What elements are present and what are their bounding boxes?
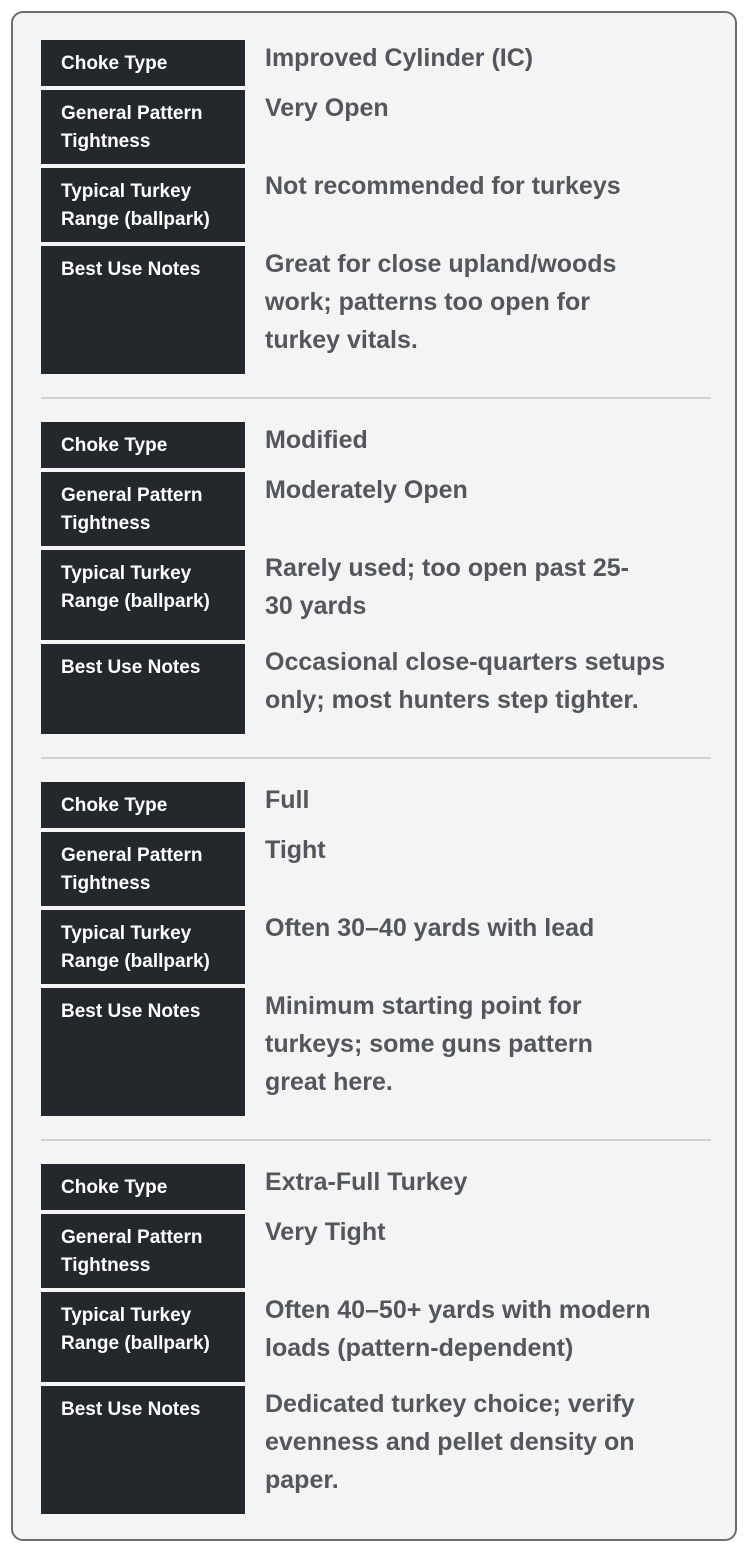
choke-type-label: Choke Type (41, 1164, 245, 1210)
pattern-tightness-value: Tight (265, 836, 326, 864)
best-use-notes-label: Best Use Notes (41, 246, 245, 374)
turkey-range-value: Often 30–40 yards with lead (265, 914, 595, 942)
turkey-range-value: Not recommended for turkeys (265, 172, 621, 200)
turkey-range-label: Typical Turkey Range (ballpark) (41, 910, 245, 984)
card-divider (41, 1139, 711, 1141)
choke-type-label: Choke Type (41, 40, 245, 86)
choke-type-value: Modified (265, 426, 368, 454)
pattern-tightness-label: General Pattern Tightness (41, 472, 245, 546)
pattern-tightness-label: General Pattern Tightness (41, 90, 245, 164)
choke-comparison-panel (11, 11, 737, 1541)
turkey-range-label: Typical Turkey Range (ballpark) (41, 1292, 245, 1382)
pattern-tightness-label: General Pattern Tightness (41, 1214, 245, 1288)
pattern-tightness-value: Very Open (265, 94, 389, 122)
card-divider (41, 397, 711, 399)
pattern-tightness-value: Very Tight (265, 1218, 386, 1246)
choke-type-value: Improved Cylinder (IC) (265, 44, 534, 72)
turkey-range-value: Often 40–50+ yards with modern loads (pattern-dependent) (265, 1296, 651, 1362)
best-use-notes-value: Great for close upland/woods work; patterns too open for turkey vitals. (265, 250, 617, 354)
best-use-notes-value: Occasional close-quarters setups only; most hunters step tighter. (265, 648, 666, 714)
best-use-notes-value: Dedicated turkey choice; verify evenness and pellet density on paper. (265, 1390, 635, 1494)
turkey-range-value: Rarely used; too open past 25-30 yards (265, 554, 629, 620)
pattern-tightness-value: Moderately Open (265, 476, 468, 504)
choke-type-value: Extra-Full Turkey (265, 1168, 468, 1196)
turkey-range-label: Typical Turkey Range (ballpark) (41, 168, 245, 242)
choke-type-label: Choke Type (41, 782, 245, 828)
best-use-notes-label: Best Use Notes (41, 988, 245, 1116)
pattern-tightness-label: General Pattern Tightness (41, 832, 245, 906)
turkey-range-label: Typical Turkey Range (ballpark) (41, 550, 245, 640)
choke-type-label: Choke Type (41, 422, 245, 468)
best-use-notes-label: Best Use Notes (41, 1386, 245, 1514)
best-use-notes-label: Best Use Notes (41, 644, 245, 734)
choke-type-value: Full (265, 786, 310, 814)
best-use-notes-value: Minimum starting point for turkeys; some guns pattern great here. (265, 992, 593, 1096)
card-divider (41, 757, 711, 759)
